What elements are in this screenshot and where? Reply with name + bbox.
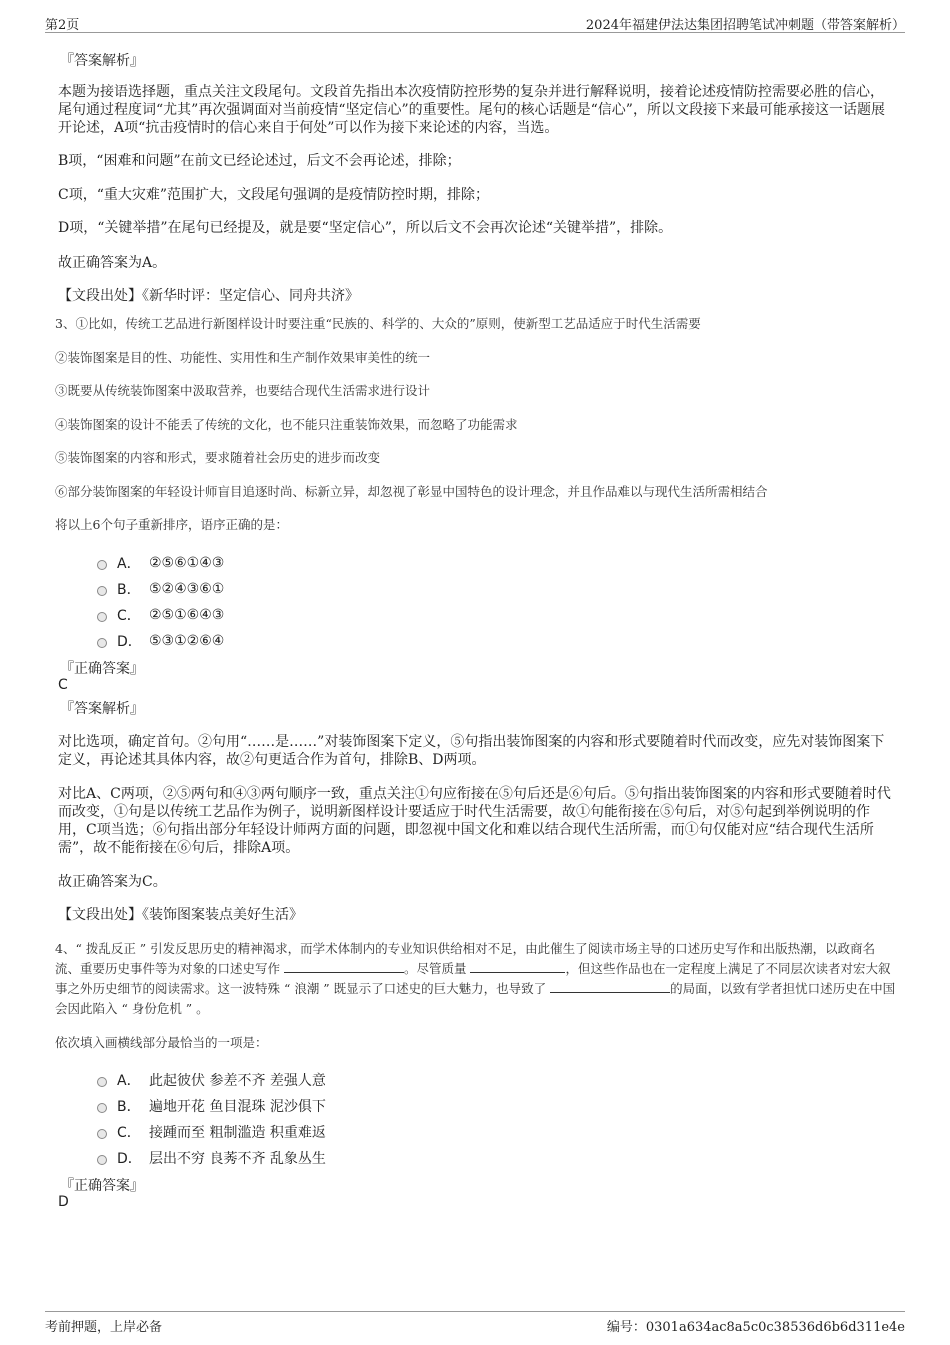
analysis-paragraph: 对比A、C两项，②⑤两句和④③两句顺序一致，重点关注①句应衔接在⑤句后还是⑥句后。⑤句指出装饰图案的内容和形式要随着时代而改变，①句是以传统工艺品作为例子，说明新图样设计要适应于时代生活需要，故①句能衔接在⑤句后，对⑤句起到举例说明的作用，C项当选；⑥句指出部分年轻设计师两方面的问题，即忽视中国文化和难以结合现代生活所需，而①句仅能对应“结合现代生活所需”，故不能衔接在⑥句后，排除A项。 [58,786,891,856]
option-letter: A． [117,556,141,572]
question-stem [55,939,900,1019]
footer-slogan: 考前押题，上岸必备 [45,1320,163,1335]
fill-blank [470,959,565,973]
analysis-paragraph: B项，“困难和问题”在前文已经论述过，后文不会再论述，排除； [58,153,461,169]
option-a[interactable] [97,1070,326,1090]
correct-answer-label: 『正确答案』 [60,1178,144,1194]
option-text: 层出不穷 良莠不齐 乱象丛生 [149,1151,326,1167]
option-d[interactable] [97,631,224,651]
question-sentence: ③既要从传统装饰图案中汲取营养，也要结合现代生活需求进行设计 [55,383,431,398]
source-citation: 【文段出处】《新华时评：坚定信心、同舟共济》 [58,288,359,304]
question-sentence: ④装饰图案的设计不能丢了传统的文化，也不能只注重装饰效果，而忽略了功能需求 [55,417,518,432]
option-letter: C． [117,608,141,624]
option-b[interactable] [97,1096,326,1116]
analysis-paragraph: 对比选项，确定首句。②句用“……是……”对装饰图案下定义，⑤句指出装饰图案的内容和形式要随着时代而改变，应先对装饰图案下定义，再论述其具体内容，故②句更适合作为首句，排除B、D两项。 [58,734,885,768]
stem-text: 的局面，以致有学者担忧口述历史在中国会因此陷入 “ 身份危机 ” 。 [55,981,896,1016]
option-d[interactable] [97,1148,326,1168]
radio-icon[interactable] [97,1129,107,1139]
radio-icon[interactable] [97,586,107,596]
answer-statement: 故正确答案为C。 [58,874,167,890]
page-number: 第2页 [45,18,80,33]
option-c[interactable] [97,605,224,625]
question-sentence: ②装饰图案是目的性、功能性、实用性和生产制作效果审美性的统一 [55,350,431,365]
option-text: ⑤③①②⑥④ [149,633,225,649]
stem-text: 。尽管质量 [403,961,471,976]
option-text: 此起彼伏 参差不齐 差强人意 [149,1073,326,1089]
source-citation: 【文段出处】《装饰图案装点美好生活》 [58,907,303,923]
option-letter: B． [117,582,141,598]
option-text: ②⑤⑥①④③ [149,555,225,571]
option-text: 接踵而至 粗制滥造 积重难返 [149,1125,326,1141]
option-letter: C． [117,1125,141,1141]
radio-icon[interactable] [97,1103,107,1113]
page-footer [45,1311,905,1336]
option-text: ⑤②④③⑥① [149,581,225,597]
option-a[interactable] [97,553,224,573]
document-title: 2024年福建伊法达集团招聘笔试冲刺题（带答案解析） [585,18,905,33]
radio-icon[interactable] [97,560,107,570]
radio-icon[interactable] [97,1077,107,1087]
analysis-paragraph: C项，“重大灾难”范围扩大，文段尾句强调的是疫情防控时期，排除； [58,187,490,203]
analysis-paragraph: 本题为接语选择题，重点关注文段尾句。文段首先指出本次疫情防控形势的复杂并进行解释说明，接着论述疫情防控需要必胜的信心，尾句通过程度词“尤其”再次强调面对当前疫情“坚定信心”的重要性。尾句的核心话题是“信心”，所以文段接下来最可能承接这一话题展开论述，A项“抗击疫情时的信心来自于何处”可以作为接下来论述的内容，当选。 [58,84,885,136]
question-prompt: 将以上6个句子重新排序，语序正确的是： [55,517,288,532]
radio-icon[interactable] [97,1155,107,1165]
page-header [45,12,905,33]
option-c[interactable] [97,1122,326,1142]
question-sentence: ⑥部分装饰图案的年轻设计师盲目追逐时尚、标新立异，却忽视了彰显中国特色的设计理念，并且作品难以与现代生活所需相结合 [55,484,768,499]
document-id: 编号：0301a634ac8a5c0c38536d6b6d311e4e [606,1320,905,1335]
option-letter: B． [117,1099,141,1115]
option-letter: D． [117,634,142,650]
correct-answer: C [58,677,68,693]
option-letter: A． [117,1073,141,1089]
question-sentence: ⑤装饰图案的内容和形式，要求随着社会历史的进步而改变 [55,450,381,465]
fill-blank [550,979,670,993]
correct-answer: D [58,1194,69,1210]
question-prompt: 依次填入画横线部分最恰当的一项是： [55,1035,268,1050]
stem-text: ，但这些作品也在一定程度上满足了不同层次读者对宏大叙事之外历史细节的阅读需求。这一波特殊 “ 浪潮 ” 既显示了口述史的巨大魅力，也导致了 [55,961,891,996]
stem-text: 4、“ 拨乱反正 ” 引发反思历史的精神渴求，而学术体制内的专业知识供给相对不足，由此催生了阅读市场主导的口述历史写作和出版热潮，以政商名流、重要历史事件等为对象的口述史写作 [55,941,876,976]
answer-statement: 故正确答案为A。 [58,255,167,271]
fill-blank [284,959,404,973]
option-letter: D． [117,1151,142,1167]
option-b[interactable] [97,579,224,599]
radio-icon[interactable] [97,638,107,648]
question-sentence: 3、①比如，传统工艺品进行新图样设计时要注重“民族的、科学的、大众的”原则，使新型工艺品适应于时代生活需要 [55,316,701,331]
analysis-paragraph: D项，“关键举措”在尾句已经提及，就是要“坚定信心”，所以后文不会再次论述“关键举措”，排除。 [58,220,673,236]
option-text: 遍地开花 鱼目混珠 泥沙俱下 [149,1099,326,1115]
option-text: ②⑤①⑥④③ [149,607,225,623]
correct-answer-label: 『正确答案』 [60,661,144,677]
analysis-label: 『答案解析』 [60,701,144,717]
radio-icon[interactable] [97,612,107,622]
analysis-label: 『答案解析』 [60,53,144,69]
